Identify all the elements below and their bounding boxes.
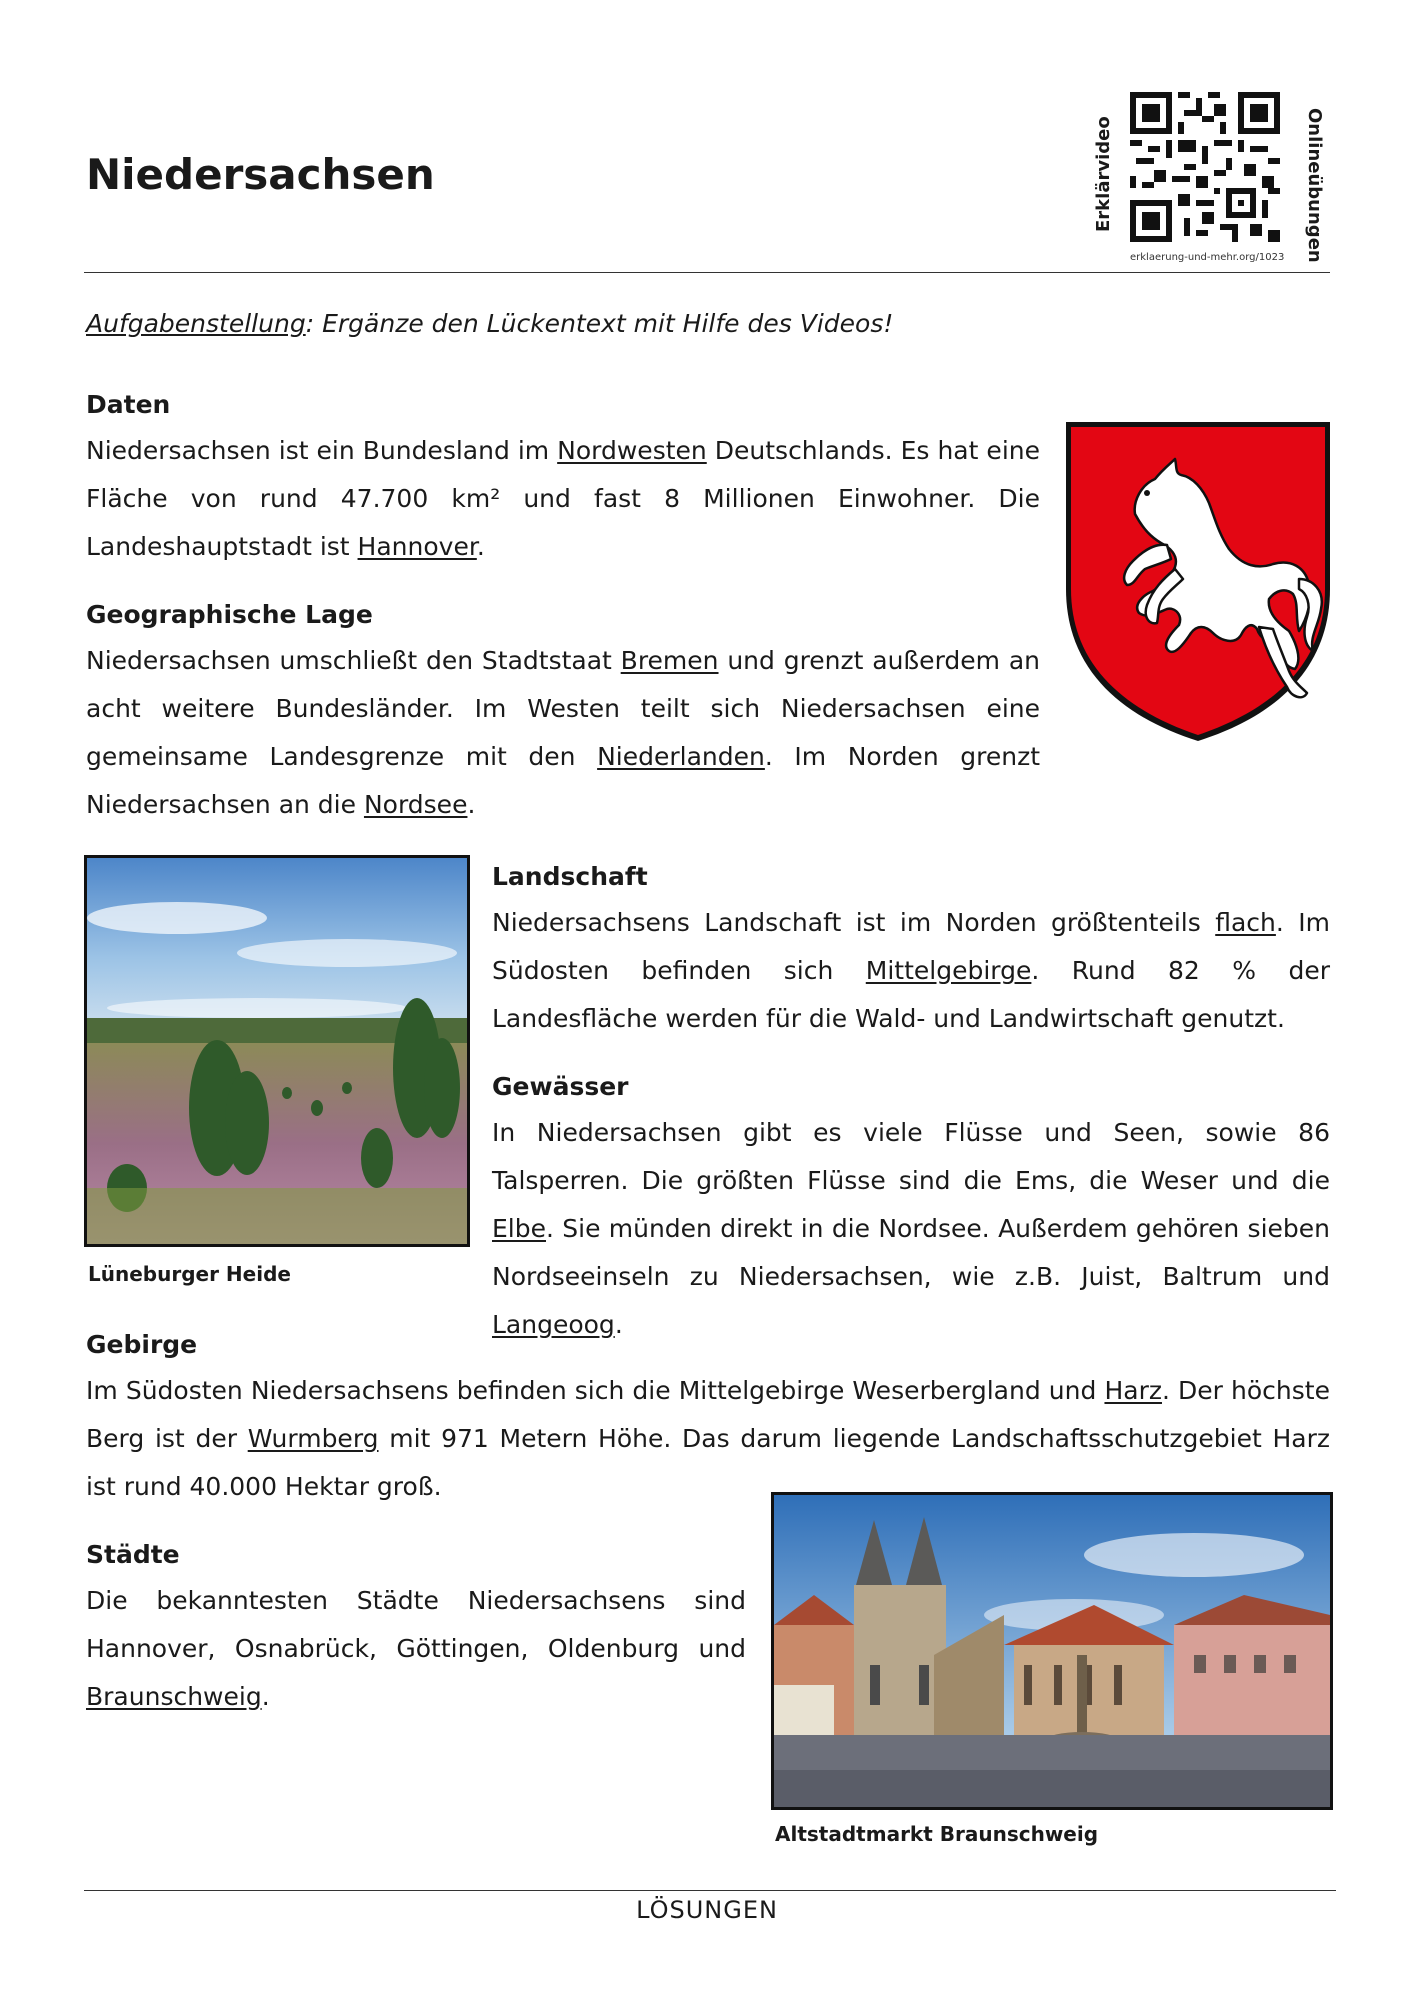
paragraph-daten: Niedersachsen ist ein Bundesland im Nordwesten Deutschlands. Es hat eine Fläche von rund 47.700 km² und fast 8 Millionen Einwohner. Die Landeshauptstadt ist Hannover.	[86, 436, 1040, 561]
qr-label-online-exercises[interactable]: Onlineübungen	[1304, 108, 1325, 263]
page-title: Niedersachsen	[86, 150, 435, 199]
heading-gewaesser: Gewässer	[492, 1072, 629, 1101]
task-colon: :	[305, 309, 315, 338]
footer-solutions-label: LÖSUNGEN	[636, 1896, 778, 1924]
caption-lueneburger-heide: Lüneburger Heide	[88, 1262, 291, 1286]
answer-nordwesten: Nordwesten	[557, 436, 707, 465]
answer-wurmberg: Wurmberg	[247, 1424, 379, 1453]
footer-divider	[84, 1890, 1336, 1891]
niedersachsen-horse-coat-of-arms-icon	[1063, 419, 1333, 744]
task-instruction	[86, 309, 893, 338]
heading-landschaft: Landschaft	[492, 862, 648, 891]
paragraph-staedte: Die bekanntesten Städte Niedersachsens sind Hannover, Osnabrück, Göttingen, Oldenburg und Braunschweig.	[86, 1586, 746, 1711]
heading-daten: Daten	[86, 390, 171, 419]
paragraph-landschaft: Niedersachsens Landschaft ist im Norden größtenteils flach. Im Südosten befinden sich Mittelgebirge. Rund 82 % der Landesfläche werden für die Wald- und Landwirtschaft genutzt.	[492, 908, 1330, 1033]
answer-hannover: Hannover	[357, 532, 477, 561]
heading-geographische-lage: Geographische Lage	[86, 600, 373, 629]
answer-flach: flach	[1215, 908, 1276, 937]
answer-nordsee: Nordsee	[363, 790, 468, 819]
answer-harz: Harz	[1104, 1376, 1162, 1405]
paragraph-gewaesser: In Niedersachsen gibt es viele Flüsse und Seen, sowie 86 Talsperren. Die größten Flüsse sind die Ems, die Weser und die Elbe. Sie münden direkt in die Nordsee. Außerdem gehören sieben Nordseeinseln zu Niedersachsen, wie z.B. Juist, Baltrum und Langeoog.	[492, 1118, 1330, 1339]
answer-mittelgebirge: Mittelgebirge	[865, 956, 1032, 985]
task-label: Aufgabenstellung	[86, 309, 306, 338]
answer-braunschweig: Braunschweig	[86, 1682, 262, 1711]
task-text: Ergänze den Lückentext mit Hilfe des Videos!	[314, 309, 894, 338]
answer-bremen: Bremen	[620, 646, 719, 675]
heading-staedte: Städte	[86, 1540, 180, 1569]
answer-elbe: Elbe	[492, 1214, 546, 1243]
caption-altstadtmarkt-braunschweig: Altstadtmarkt Braunschweig	[775, 1822, 1099, 1846]
header-divider	[84, 272, 1330, 273]
paragraph-gebirge: Im Südosten Niedersachsens befinden sich die Mittelgebirge Weserbergland und Harz. Der höchste Berg ist der Wurmberg mit 971 Metern Höhe. Das darum liegende Landschaftsschutzgebiet Harz ist rund 40.000 Hektar groß.	[86, 1376, 1330, 1501]
answer-langeoog: Langeoog	[492, 1310, 615, 1339]
qr-url[interactable]: erklaerung-und-mehr.org/1023	[1130, 252, 1285, 263]
paragraph-geographische-lage: Niedersachsen umschließt den Stadtstaat Bremen und grenzt außerdem an acht weitere Bundesländer. Im Westen teilt sich Niedersachsen eine gemeinsame Landesgrenze mit den Niederlanden. Im Norden grenzt Niedersachsen an die Nordsee.	[86, 646, 1040, 819]
answer-niederlanden: Niederlanden	[597, 742, 765, 771]
heading-gebirge: Gebirge	[86, 1330, 198, 1359]
qr-label-explainer-video[interactable]: Erklärvideo	[1093, 116, 1114, 232]
qr-code-icon[interactable]	[1130, 92, 1280, 242]
altstadtmarkt-braunschweig-photo	[771, 1492, 1333, 1810]
lueneburger-heide-photo	[84, 855, 470, 1247]
